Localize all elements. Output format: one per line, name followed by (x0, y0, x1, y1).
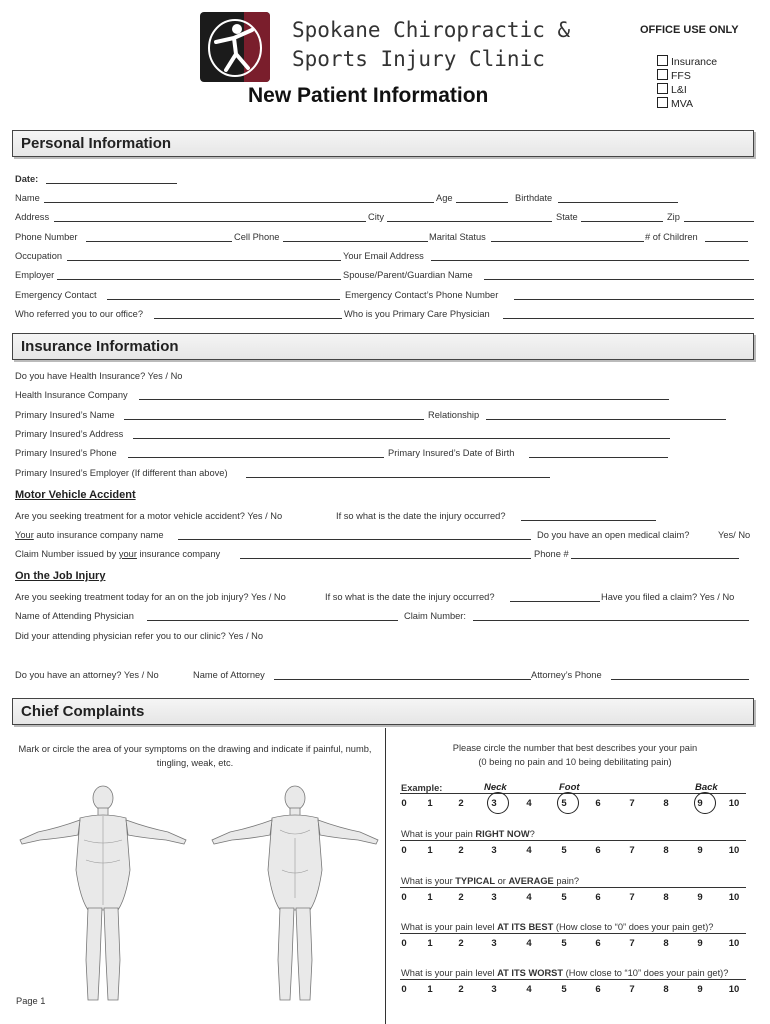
scale-number-9[interactable]: 9 (697, 892, 703, 903)
pain-right-now-line (400, 840, 746, 841)
insured-dob-field[interactable] (529, 457, 668, 458)
scale-number-6[interactable]: 6 (595, 845, 601, 856)
scale-number-4[interactable]: 4 (526, 938, 532, 949)
pain-worst-line (400, 979, 746, 980)
label-insured-dob: Primary Insured’s Date of Birth (388, 448, 515, 458)
cell-field[interactable] (283, 241, 428, 242)
scale-number-0[interactable]: 0 (401, 938, 407, 949)
scale-number-7[interactable]: 7 (629, 938, 635, 949)
label-age: Age (436, 193, 453, 203)
example-circle-5 (557, 792, 579, 814)
office-ffs-checkbox[interactable]: FFS (657, 69, 691, 82)
figure-logo-icon (200, 12, 270, 82)
scale-number-8[interactable]: 8 (663, 938, 669, 949)
label-open-claim: Do you have an open medical claim? (537, 530, 690, 540)
name-field[interactable] (44, 202, 434, 203)
scale-number-1[interactable]: 1 (427, 798, 433, 809)
scale-number-5[interactable]: 5 (561, 984, 567, 995)
zip-field[interactable] (684, 221, 754, 222)
insured-address-field[interactable] (133, 438, 670, 439)
form-title: New Patient Information (248, 84, 489, 107)
scale-number-2[interactable]: 2 (458, 938, 464, 949)
section-complaints: Chief Complaints (12, 698, 754, 725)
label-referred: Who referred you to our office? (15, 309, 143, 319)
column-divider (385, 728, 386, 1024)
attorney-name-field[interactable] (274, 679, 531, 680)
scale-number-8[interactable]: 8 (663, 892, 669, 903)
label-job-filed: Have you filed a claim? Yes / No (601, 592, 735, 602)
label-insured-phone: Primary Insured’s Phone (15, 448, 117, 458)
label-attorney-name: Name of Attorney (193, 670, 265, 680)
job-claim-field[interactable] (473, 620, 749, 621)
scale-number-10[interactable]: 10 (728, 845, 740, 856)
scale-number-5[interactable]: 5 (561, 892, 567, 903)
scale-number-3[interactable]: 3 (491, 938, 497, 949)
scale-number-10[interactable]: 10 (728, 892, 740, 903)
label-city: City (368, 212, 385, 222)
page-number: Page 1 (16, 996, 46, 1006)
section-personal: Personal Information (12, 130, 754, 157)
label-physician-refer: Did your attending physician refer you to our clinic? Yes / No (15, 631, 264, 641)
example-circle-3 (487, 792, 509, 814)
scale-number-4[interactable]: 4 (526, 845, 532, 856)
scale-number-9[interactable]: 9 (697, 938, 703, 949)
scale-number-1[interactable]: 1 (427, 938, 433, 949)
scale-number-9[interactable]: 9 (697, 984, 703, 995)
age-field[interactable] (456, 202, 508, 203)
scale-number-7[interactable]: 7 (629, 892, 635, 903)
scale-number-10[interactable]: 10 (728, 984, 740, 995)
label-birthdate: Birthdate (515, 193, 553, 203)
emergency-field[interactable] (107, 299, 340, 300)
scale-number-8[interactable]: 8 (663, 984, 669, 995)
label-insured-employer: Primary Insured’s Employer (If different than above) (15, 468, 228, 478)
label-job-date: If so what is the date the injury occurred? (325, 592, 495, 602)
email-field[interactable] (431, 260, 749, 261)
insured-name-field[interactable] (124, 419, 424, 420)
ins-company-field[interactable] (139, 399, 669, 400)
occupation-field[interactable] (67, 260, 341, 261)
label-job-seeking: Are you seeking treatment today for an on the job injury? Yes / No (15, 592, 286, 602)
label-mva-seeking: Are you seeking treatment for a motor vehicle accident? Yes / No (15, 511, 283, 521)
birthdate-field[interactable] (558, 202, 678, 203)
label-have-insurance: Do you have Health Insurance? Yes / No (15, 371, 183, 381)
label-cell: Cell Phone (234, 232, 280, 242)
scale-number-3[interactable]: 3 (491, 845, 497, 856)
scale-number-0[interactable]: 0 (401, 892, 407, 903)
label-spouse: Spouse/Parent/Guardian Name (343, 270, 473, 280)
label-relationship: Relationship (428, 410, 480, 420)
clinic-logo (200, 12, 270, 82)
date-field[interactable] (46, 183, 177, 184)
label-emergency-phone: Emergency Contact’s Phone Number (345, 290, 499, 300)
label-ins-company: Health Insurance Company (15, 390, 128, 400)
scale-number-3[interactable]: 3 (491, 798, 497, 809)
office-li-checkbox[interactable]: L&I (657, 83, 687, 96)
pcp-field[interactable] (503, 318, 754, 319)
checkbox-icon[interactable] (657, 55, 668, 66)
label-children: # of Children (645, 232, 698, 242)
scale-number-8[interactable]: 8 (663, 798, 669, 809)
scale-number-1[interactable]: 1 (427, 984, 433, 995)
label-pcp: Who is you Primary Care Physician (344, 309, 490, 319)
scale-number-1[interactable]: 1 (427, 845, 433, 856)
job-date-field[interactable] (510, 601, 600, 602)
scale-number-7[interactable]: 7 (629, 845, 635, 856)
label-zip: Zip (667, 212, 680, 222)
scale-number-6[interactable]: 6 (595, 984, 601, 995)
claim-number-field[interactable] (240, 558, 531, 559)
scale-number-3[interactable]: 3 (491, 984, 497, 995)
open-claim-yes-no[interactable]: Yes/ No (718, 530, 751, 540)
pain-worst-question: What is your pain level AT ITS WORST (How close to “10” does your pain get)? (401, 968, 729, 978)
scale-number-6[interactable]: 6 (595, 892, 601, 903)
body-diagram-back-icon[interactable] (18, 780, 188, 1005)
mva-phone-field[interactable] (571, 558, 739, 559)
scale-number-2[interactable]: 2 (458, 845, 464, 856)
auto-ins-field[interactable] (178, 539, 531, 540)
children-field[interactable] (705, 241, 748, 242)
scale-number-7[interactable]: 7 (629, 984, 635, 995)
marital-field[interactable] (491, 241, 644, 242)
insured-employer-field[interactable] (246, 477, 550, 478)
scale-number-8[interactable]: 8 (663, 845, 669, 856)
label-mva-phone: Phone # (534, 549, 569, 559)
pain-best-question: What is your pain level AT ITS BEST (How close to “0” does your pain get)? (401, 922, 714, 932)
example-neck-label: Neck (484, 782, 507, 793)
job-heading: On the Job Injury (15, 570, 106, 582)
label-attending-physician: Name of Attending Physician (15, 611, 134, 621)
scale-number-9[interactable]: 9 (697, 845, 703, 856)
scale-number-4[interactable]: 4 (526, 798, 532, 809)
city-field[interactable] (387, 221, 552, 222)
scale-number-2[interactable]: 2 (458, 892, 464, 903)
label-auto-ins: Your auto insurance company name (15, 530, 164, 540)
scale-number-4[interactable]: 4 (526, 892, 532, 903)
scale-number-5[interactable]: 5 (561, 798, 567, 809)
label-insured-name: Primary Insured’s Name (15, 410, 115, 420)
scale-number-6[interactable]: 6 (595, 798, 601, 809)
pain-best-line (400, 933, 746, 934)
pain-typical-question: What is your TYPICAL or AVERAGE pain? (401, 876, 580, 886)
scale-number-7[interactable]: 7 (629, 798, 635, 809)
scale-number-1[interactable]: 1 (427, 892, 433, 903)
attending-physician-field[interactable] (147, 620, 398, 621)
label-state: State (556, 212, 578, 222)
label-employer: Employer (15, 270, 55, 280)
scale-number-2[interactable]: 2 (458, 798, 464, 809)
emergency-phone-field[interactable] (514, 299, 754, 300)
body-diagram-front-icon[interactable] (210, 780, 380, 1005)
scale-number-6[interactable]: 6 (595, 938, 601, 949)
spouse-field[interactable] (484, 279, 754, 280)
label-mva-date: If so what is the date the injury occurred? (336, 511, 506, 521)
mva-date-field[interactable] (521, 520, 656, 521)
mva-heading: Motor Vehicle Accident (15, 489, 136, 501)
office-insurance-checkbox[interactable]: Insurance (657, 55, 717, 68)
scale-number-0[interactable]: 0 (401, 798, 407, 809)
office-mva-checkbox[interactable]: MVA (657, 97, 693, 110)
label-address: Address (15, 212, 50, 222)
label-name: Name (15, 193, 40, 203)
scale-number-9[interactable]: 9 (697, 798, 703, 809)
relationship-field[interactable] (486, 419, 726, 420)
label-marital: Marital Status (429, 232, 486, 242)
address-field[interactable] (54, 221, 366, 222)
pain-typical-line (400, 887, 746, 888)
checkbox-icon[interactable] (657, 97, 668, 108)
example-label: Example: (401, 783, 443, 793)
office-use-label: OFFICE USE ONLY (640, 24, 739, 36)
label-job-claim: Claim Number: (404, 611, 466, 621)
insured-phone-field[interactable] (128, 457, 384, 458)
label-insured-address: Primary Insured’s Address (15, 429, 124, 439)
label-date: Date: (15, 174, 39, 184)
scale-number-5[interactable]: 5 (561, 938, 567, 949)
employer-field[interactable] (57, 279, 341, 280)
label-phone: Phone Number (15, 232, 78, 242)
scale-number-5[interactable]: 5 (561, 845, 567, 856)
body-diagram-instructions: Mark or circle the area of your symptoms on the drawing and indicate if painful, numb, tingling, weak, etc. (18, 744, 372, 768)
section-insurance: Insurance Information (12, 333, 754, 360)
pain-scale-instructions: Please circle the number that best describes your your pain (0 being no pain and 10 being debilitating pain) (452, 743, 698, 767)
referred-field[interactable] (154, 318, 342, 319)
state-field[interactable] (581, 221, 663, 222)
scale-number-0[interactable]: 0 (401, 984, 407, 995)
example-foot-label: Foot (559, 782, 580, 793)
label-attorney-phone: Attorney’s Phone (531, 670, 602, 680)
scale-number-10[interactable]: 10 (728, 938, 740, 949)
scale-number-4[interactable]: 4 (526, 984, 532, 995)
scale-number-10[interactable]: 10 (728, 798, 740, 809)
label-claim-number: Claim Number issued by your insurance company (15, 549, 221, 559)
checkbox-icon[interactable] (657, 69, 668, 80)
scale-number-2[interactable]: 2 (458, 984, 464, 995)
label-occupation: Occupation (15, 251, 63, 261)
example-circle-9 (694, 792, 716, 814)
label-attorney: Do you have an attorney? Yes / No (15, 670, 159, 680)
scale-number-3[interactable]: 3 (491, 892, 497, 903)
checkbox-icon[interactable] (657, 83, 668, 94)
example-back-label: Back (695, 782, 718, 793)
label-emergency: Emergency Contact (15, 290, 97, 300)
pain-right-now-question: What is your pain RIGHT NOW? (401, 829, 535, 839)
phone-field[interactable] (86, 241, 232, 242)
scale-number-0[interactable]: 0 (401, 845, 407, 856)
clinic-name: Spokane Chiropractic & Sports Injury Clinic (292, 18, 571, 71)
attorney-phone-field[interactable] (611, 679, 749, 680)
label-email: Your Email Address (343, 251, 424, 261)
